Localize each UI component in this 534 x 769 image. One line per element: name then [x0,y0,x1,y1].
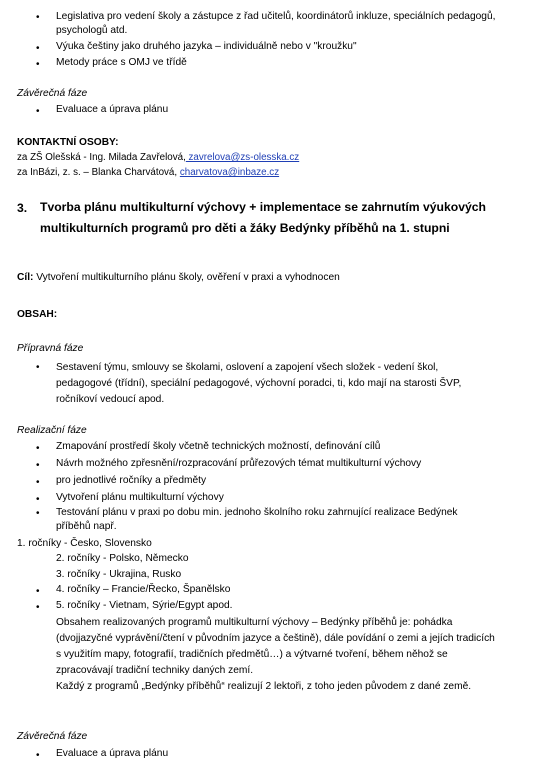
contact-email-link[interactable]: charvatova@inbaze.cz [179,167,280,178]
grade-line: 4. ročníky – Francie/Řecko, Španělsko [56,584,231,595]
bullet-marker: • [36,602,40,613]
list-item: Testování plánu v praxi po dobu min. jednoho školního roku zahrnující realizace Bedýnek příběhů např. [56,507,458,532]
contact-name: za InBázi, z. s. – Blanka Charvátová, [17,167,178,178]
list-item: pro jednotlivé ročníky a předměty [56,475,207,486]
section-number: 3. [17,201,28,215]
grade-line: 1. ročníky - Česko, Slovensko [17,538,152,549]
list-item: Sestavení týmu, smlouvy se školami, oslovení a zapojení všech složek - vedení škol, pedagogové (třídní), speciální pedagogové, výchovní poradci, ti, kdo mají na starosti ŠVP, ročníkoví vedoucí apod. [56,362,462,405]
list-item: Metody práce s OMJ ve třídě [56,57,187,68]
bullet-marker: • [36,494,40,505]
list-item: Evaluace a úprava plánu [56,748,169,759]
bullet-marker: • [36,750,40,761]
programs-paragraph: Obsahem realizovaných programů multikulturní výchovy – Bedýnky příběhů je: pohádka (dvojjazyčné vyprávění/čtení v původním jazyce a češtině), dále povídání o zemi a jejích tradicích s využitím mapy, fotografií, tradičních předmětů…) a výtvarné tvoření, během něhož se zpracovávají tradiční techniky daných zemí. [56,617,495,676]
grade-line: 5. ročníky - Vietnam, Sýrie/Egypt apod. [56,600,233,611]
bullet-marker: • [36,59,40,70]
section-title: Tvorba plánu multikulturní výchovy + implementace se zahrnutím výukových multikulturních programů pro děti a žáky Bedýnky příběhů na 1. stupni [40,200,486,235]
contact-line [17,167,279,179]
bullet-marker: • [36,508,40,519]
list-item: Legislativa pro vedení školy a zástupce z řad učitelů, koordinátorů inkluze, speciálních pedagogů, psychologů atd. [56,11,496,36]
contact-email-link[interactable]: zavrelova@zs-olesska.cz [185,152,300,163]
phase-heading: Závěrečná fáze [17,88,88,99]
bullet-marker: • [36,12,40,23]
goal-text: Vytvoření multikulturního plánu školy, ověření v praxi a vyhodnocen [33,272,340,283]
bullet-marker: • [36,43,40,54]
lectors-paragraph: Každý z programů „Bedýnky příběhů“ realizují 2 lektoři, z toho jeden původem z dané země. [56,681,472,692]
list-item: Zmapování prostředí školy včetně technických možností, definování cílů [56,441,381,452]
content-heading: OBSAH: [17,309,58,320]
goal-label: Cíl: [17,272,34,283]
list-item: Návrh možného zpřesnění/rozpracování průřezových témat multikulturní výchovy [56,458,422,469]
contact-name: za ZŠ Olešská - Ing. Milada Zavřelová, [17,152,186,163]
phase-heading: Přípravná fáze [17,343,84,354]
list-item: Vytvoření plánu multikulturní výchovy [56,492,224,503]
bullet-marker: • [36,477,40,488]
bullet-marker: • [36,586,40,597]
contact-line [17,152,299,164]
goal-line [17,272,340,285]
list-item: Výuka češtiny jako druhého jazyka – individuálně nebo v "kroužku" [56,41,357,52]
list-item: Evaluace a úprava plánu [56,104,169,115]
grade-line: 3. ročníky - Ukrajina, Rusko [56,569,182,580]
bullet-marker: • [36,106,40,117]
bullet-marker: • [36,443,40,454]
phase-heading: Realizační fáze [17,425,87,436]
phase-heading: Závěrečná fáze [17,731,88,742]
grade-line: 2. ročníky - Polsko, Německo [56,553,189,564]
bullet-marker: • [36,362,40,373]
bullet-marker: • [36,460,40,471]
contacts-heading: KONTAKTNÍ OSOBY: [17,137,119,148]
